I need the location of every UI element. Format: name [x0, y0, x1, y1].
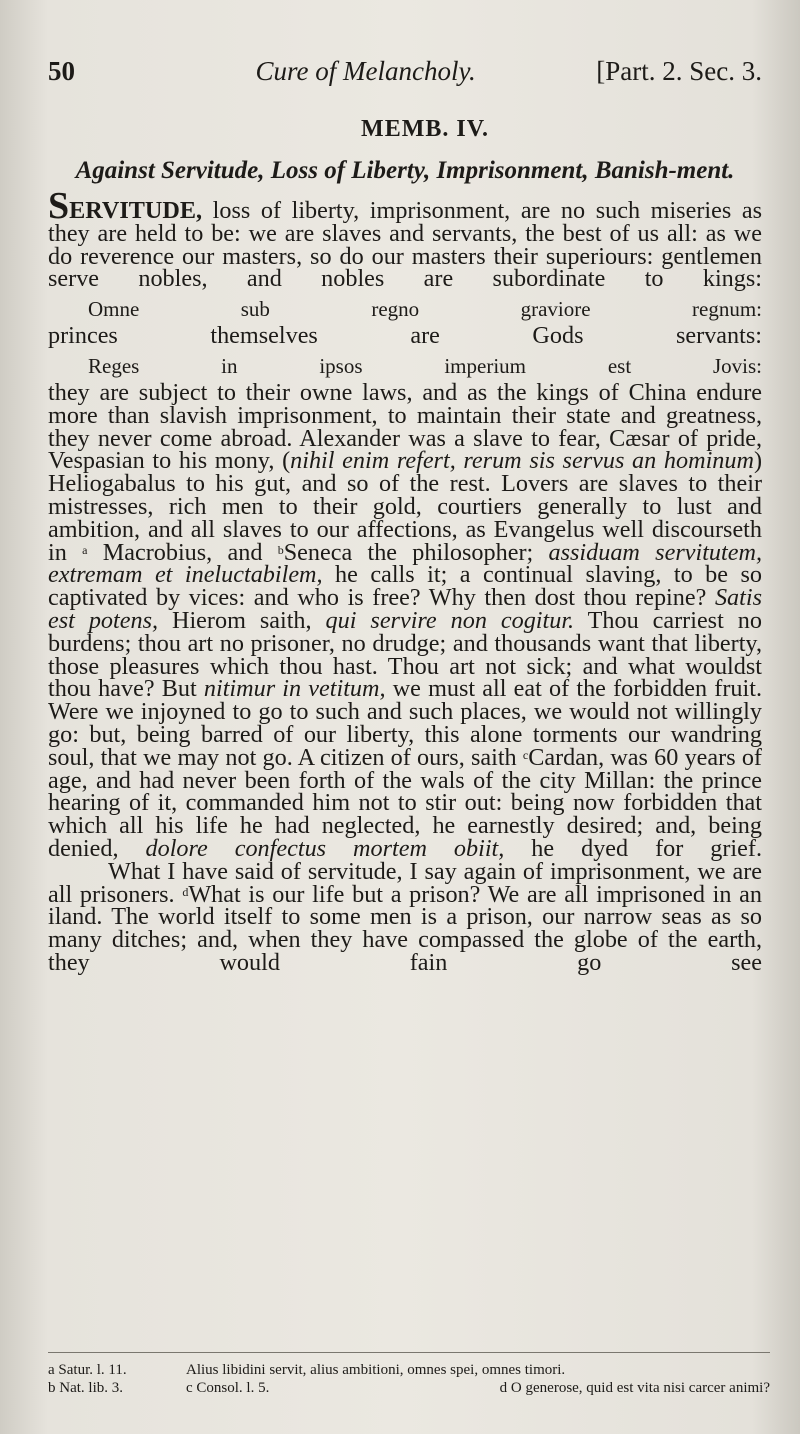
- footnote-a: a Satur. l. 11.: [48, 1362, 127, 1378]
- footnote-marker: b: [277, 542, 284, 557]
- text-run: they are subject to their owne laws, and as the kings of China endure more than slavish imprisonment, to maintain their state and greatness, they never come abroad. Alexander was a slave to fear, Cæsar of pride, Vespasian to his mony, (: [48, 378, 762, 475]
- footnote-row: [186, 1379, 770, 1397]
- drop-cap: S: [48, 185, 70, 227]
- latin-phrase: qui servire non cogitur.: [325, 606, 575, 634]
- paragraph-4: [48, 857, 762, 976]
- section-reference: [Part. 2. Sec. 3.: [596, 56, 762, 86]
- text-run: we must all eat of the forbidden fruit. Were we injoyned to go to such and such places, we would not willingly go: but, being barred of our liberty, this alone torments our wandring soul, that we may not go. A citizen of ours, saith: [48, 675, 762, 771]
- text-run: Macrobius, and: [87, 538, 278, 566]
- latin-phrase: nitimur in vetitum,: [203, 675, 386, 703]
- footnote-d: d O generose, quid est vita nisi carcer animi?: [499, 1380, 770, 1396]
- text-run: What I have said of servitude, I say again of imprisonment, we are all prisoners.: [48, 857, 762, 908]
- running-header: [48, 56, 762, 104]
- paragraph-1: [48, 185, 762, 293]
- paragraph-1-text: loss of liberty, imprisonment, are no such miseries as they are held to be: we are slaves and servants, the best of us all: as we do reverence our masters, so do our masters their superiours: gentlemen serve nobles, and nobles are subordinate to kings:: [48, 197, 762, 293]
- member-heading: MEMB. IV.: [361, 116, 489, 142]
- text-run: ) Heliogabalus to his gut, and so of the rest. Lovers are slaves to their mistresses, rich men to their gold, courtiers generally to lust and ambition, and all slaves to our affections, as Evangelus well discourseth in: [48, 447, 763, 566]
- lead-word: ERVITUDE,: [69, 197, 203, 224]
- running-title: Cure of Melancholy.: [255, 56, 476, 86]
- text-run: he dyed for grief.: [504, 834, 762, 862]
- text-run: he calls it; a continual slaving, to be so captivated by vices: and who is free? Why then dost thou repine?: [48, 561, 762, 612]
- footnote-marker: a: [82, 542, 88, 557]
- footnote-c: c Consol. l. 5.: [186, 1380, 270, 1396]
- text-run: Thou carriest no burdens; thou art no prisoner, no drudge; and thousands want that liberty, those pleasures which thou hast. Thou art not sick; and what wouldst thou have? But: [48, 606, 762, 703]
- footnote-notes: [186, 1361, 770, 1397]
- chapter-subtitle: Against Servitude, Loss of Liberty, Imprisonment, Banish-ment.: [75, 157, 735, 184]
- text-run: Cardan, was 60 years of age, and had never been forth of the wals of the city Millan: the prince hearing of it, commanded him not to stir out: being now forbidden that which all his life he had neglected, he earnestly desired; and, being denied,: [48, 743, 762, 862]
- verse-quote-2: Reges in ipsos imperium est Jovis:: [88, 353, 762, 378]
- footnote-marker: c: [522, 747, 529, 762]
- footnote-latin: Alius libidini servit, alius ambitioni, omnes spei, omnes timori.: [186, 1362, 566, 1378]
- footnote-b: b Nat. lib. 3.: [48, 1380, 123, 1396]
- footnote-refs: [48, 1361, 178, 1397]
- text-run: Seneca the philosopher;: [283, 538, 549, 566]
- text-run: What is our life but a prison? We are all imprisoned in an iland. The world itself to some men is a prison, our narrow seas as so many ditches; and, when they have compassed the globe of the earth, they would fain go see: [48, 880, 762, 976]
- footnotes: [48, 1352, 770, 1397]
- latin-phrase: assiduam servitutem, extremam et ineluctabilem,: [48, 538, 762, 589]
- verse-quote-1: Omne sub regno graviore regnum:: [88, 297, 762, 322]
- latin-phrase: nihil enim refert, rerum sis servus an hominum: [290, 447, 754, 475]
- latin-phrase: dolore confectus mortem obiit,: [145, 834, 505, 862]
- text-run: Hierom saith,: [158, 606, 326, 634]
- page-number: 50: [48, 56, 75, 86]
- latin-phrase: Satis est potens,: [48, 584, 762, 634]
- body-text: [48, 185, 763, 976]
- footnote-marker: d: [182, 884, 189, 899]
- paragraph-3: [48, 378, 763, 862]
- paragraph-2-line: princes themselves are Gods servants:: [48, 322, 762, 350]
